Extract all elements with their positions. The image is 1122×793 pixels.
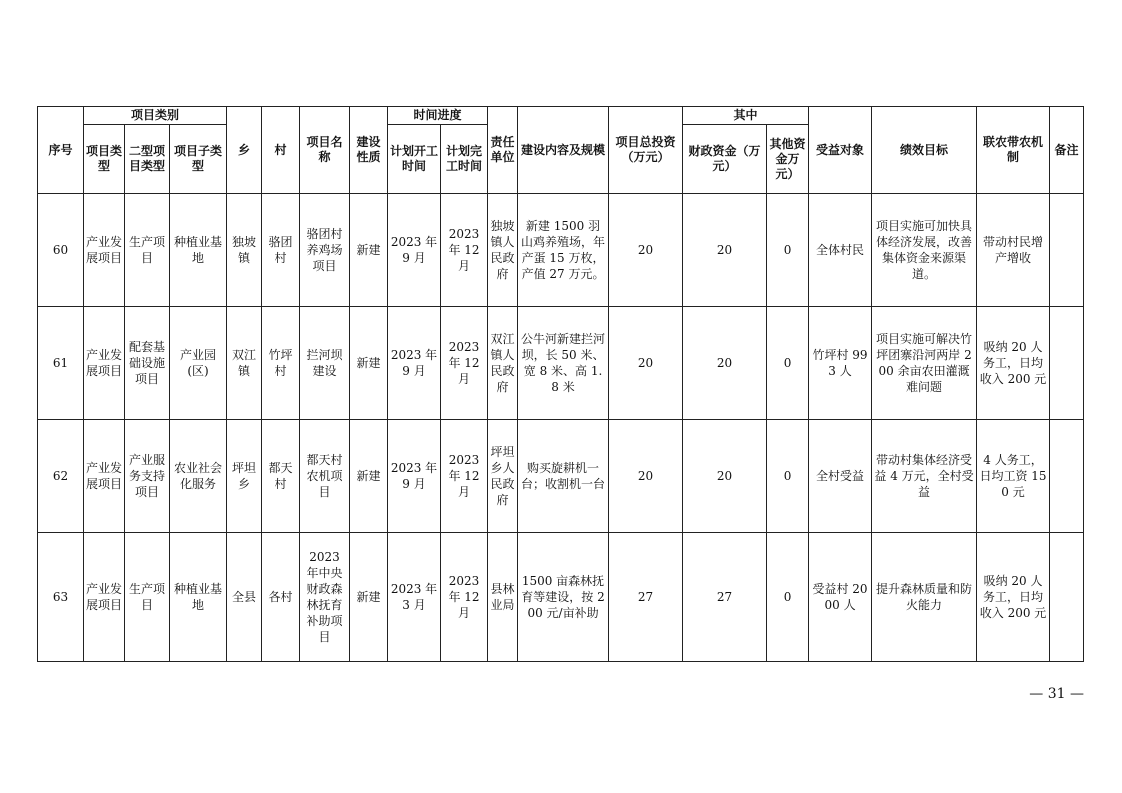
cell-second-type: 生产项目: [125, 194, 170, 307]
cell-total-investment: 20: [609, 194, 683, 307]
cell-responsible-unit: 坪坦乡人民政府: [488, 420, 518, 533]
cell-nature: 新建: [350, 533, 388, 662]
cell-sub-type: 农业社会化服务: [170, 420, 227, 533]
cell-project-name: 骆团村养鸡场项目: [300, 194, 350, 307]
table-row: [38, 533, 1084, 662]
cell-content: 1500 亩森林抚育等建设，按 200 元/亩补助: [518, 533, 609, 662]
cell-village: 都天村: [262, 420, 300, 533]
cell-other-funds: 0: [767, 533, 809, 662]
header-of-which: 其中: [683, 107, 809, 125]
cell-responsible-unit: 双江镇人民政府: [488, 307, 518, 420]
cell-fiscal-funds: 20: [683, 420, 767, 533]
cell-township: 双江镇: [227, 307, 262, 420]
cell-beneficiary: 全村受益: [809, 420, 872, 533]
header-responsible-unit: 责任单位: [488, 107, 518, 194]
header-project-category: 项目类别: [84, 107, 227, 125]
cell-sub-type: 种植业基地: [170, 194, 227, 307]
cell-content: 购买旋耕机一台；收割机一台: [518, 420, 609, 533]
cell-fiscal-funds: 20: [683, 194, 767, 307]
header-fiscal-funds: 财政资金（万元）: [683, 125, 767, 194]
cell-seq: 62: [38, 420, 84, 533]
header-linkage-mechanism: 联农带农机制: [977, 107, 1050, 194]
cell-performance-goal: 带动村集体经济受益 4 万元，全村受益: [872, 420, 977, 533]
cell-other-funds: 0: [767, 420, 809, 533]
cell-plan-end: 2023 年 12 月: [441, 533, 488, 662]
header-schedule: 时间进度: [388, 107, 488, 125]
cell-total-investment: 20: [609, 307, 683, 420]
cell-nature: 新建: [350, 194, 388, 307]
header-sub-type: 项目子类型: [170, 125, 227, 194]
cell-village: 各村: [262, 533, 300, 662]
cell-seq: 61: [38, 307, 84, 420]
cell-beneficiary: 受益村 2000 人: [809, 533, 872, 662]
cell-township: 独坡镇: [227, 194, 262, 307]
header-project-type: 项目类型: [84, 125, 125, 194]
header-remarks: 备注: [1050, 107, 1084, 194]
cell-linkage-mechanism: 吸纳 20 人务工，日均收入 200 元: [977, 533, 1050, 662]
cell-sub-type: 产业园(区): [170, 307, 227, 420]
header-project-name: 项目名称: [300, 107, 350, 194]
header-content-scale: 建设内容及规模: [518, 107, 609, 194]
cell-content: 公牛河新建拦河坝，长 50 米、宽 8 米、高 1.8 米: [518, 307, 609, 420]
cell-total-investment: 27: [609, 533, 683, 662]
cell-project-name: 拦河坝建设: [300, 307, 350, 420]
cell-village: 竹坪村: [262, 307, 300, 420]
header-seq: 序号: [38, 107, 84, 194]
header-plan-start: 计划开工时间: [388, 125, 441, 194]
cell-other-funds: 0: [767, 194, 809, 307]
header-township: 乡: [227, 107, 262, 194]
cell-plan-start: 2023 年9 月: [388, 307, 441, 420]
cell-linkage-mechanism: 吸纳 20 人务工，日均收入 200 元: [977, 307, 1050, 420]
cell-responsible-unit: 县林业局: [488, 533, 518, 662]
cell-fiscal-funds: 27: [683, 533, 767, 662]
cell-project-name: 都天村农机项目: [300, 420, 350, 533]
cell-remark: [1050, 307, 1084, 420]
cell-plan-end: 2023 年 12 月: [441, 420, 488, 533]
cell-beneficiary: 全体村民: [809, 194, 872, 307]
cell-township: 坪坦乡: [227, 420, 262, 533]
cell-other-funds: 0: [767, 307, 809, 420]
cell-second-type: 产业服务支持项目: [125, 420, 170, 533]
cell-remark: [1050, 533, 1084, 662]
cell-sub-type: 种植业基地: [170, 533, 227, 662]
cell-seq: 60: [38, 194, 84, 307]
header-second-type: 二型项目类型: [125, 125, 170, 194]
header-village: 村: [262, 107, 300, 194]
cell-linkage-mechanism: 4 人务工，日均工资 150 元: [977, 420, 1050, 533]
cell-second-type: 生产项目: [125, 533, 170, 662]
cell-content: 新建 1500 羽山鸡养殖场，年产蛋 15 万枚，产值 27 万元。: [518, 194, 609, 307]
cell-plan-start: 2023 年3 月: [388, 533, 441, 662]
cell-project-type: 产业发展项目: [84, 420, 125, 533]
cell-plan-end: 2023 年 12 月: [441, 307, 488, 420]
cell-beneficiary: 竹坪村 993 人: [809, 307, 872, 420]
cell-township: 全县: [227, 533, 262, 662]
header-other-funds: 其他资金万元）: [767, 125, 809, 194]
cell-village: 骆团村: [262, 194, 300, 307]
cell-fiscal-funds: 20: [683, 307, 767, 420]
header-total-investment: 项目总投资（万元）: [609, 107, 683, 194]
page-number: — 31 —: [1029, 686, 1084, 702]
cell-plan-start: 2023 年9 月: [388, 420, 441, 533]
cell-plan-start: 2023 年9 月: [388, 194, 441, 307]
cell-second-type: 配套基础设施项目: [125, 307, 170, 420]
cell-nature: 新建: [350, 420, 388, 533]
table-row: [38, 194, 1084, 307]
cell-plan-end: 2023 年 12 月: [441, 194, 488, 307]
cell-responsible-unit: 独坡镇人民政府: [488, 194, 518, 307]
cell-remark: [1050, 194, 1084, 307]
cell-project-type: 产业发展项目: [84, 533, 125, 662]
table-row: [38, 420, 1084, 533]
cell-total-investment: 20: [609, 420, 683, 533]
table-row: [38, 307, 1084, 420]
cell-nature: 新建: [350, 307, 388, 420]
cell-performance-goal: 项目实施可解决竹坪团寨沿河两岸 200 余亩农田灌溉难问题: [872, 307, 977, 420]
cell-performance-goal: 提升森林质量和防火能力: [872, 533, 977, 662]
header-beneficiaries: 受益对象: [809, 107, 872, 194]
project-table: [37, 106, 1084, 662]
header-plan-end: 计划完工时间: [441, 125, 488, 194]
cell-project-type: 产业发展项目: [84, 194, 125, 307]
cell-project-type: 产业发展项目: [84, 307, 125, 420]
header-construction-nature: 建设性质: [350, 107, 388, 194]
cell-project-name: 2023 年中央财政森林抚育补助项目: [300, 533, 350, 662]
cell-performance-goal: 项目实施可加快具体经济发展，改善集体资金来源渠道。: [872, 194, 977, 307]
cell-seq: 63: [38, 533, 84, 662]
cell-linkage-mechanism: 带动村民增产增收: [977, 194, 1050, 307]
cell-remark: [1050, 420, 1084, 533]
header-performance-goal: 绩效目标: [872, 107, 977, 194]
